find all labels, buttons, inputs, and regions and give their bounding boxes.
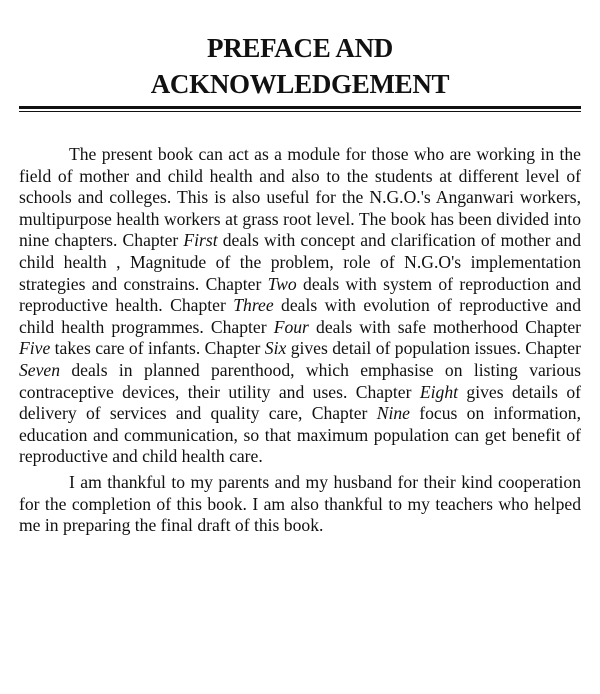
preface-paragraph-1 (19, 144, 581, 468)
chapter-name: Five (19, 338, 51, 359)
chapter-name: Seven (19, 359, 61, 380)
text-segment: deals with safe motherhood Chapter (308, 316, 582, 337)
document-page (19, 0, 581, 694)
text-segment: The present book can act as a module for those who are working in the field of mother and child health and also to the students at different level of schools and colleges. This is also useful for the N.G.O.'s Anganwari workers, multipurpose health workers at grass root level. The book has been divided into nine chapters. Chapter (19, 144, 581, 251)
chapter-name: Eight (419, 381, 459, 402)
text-segment: focus on information, education and communication, so that maximum population can get benefit of reproductive and child health care. (19, 403, 581, 467)
text-segment: deals in planned parenthood, which emphasise on listing various contraceptive devices, their utility and uses. Chapter (19, 359, 581, 402)
preface-body (19, 144, 581, 537)
title-underline (19, 106, 581, 112)
chapter-name: Four (273, 316, 309, 337)
text-segment: gives details of delivery of services and quality care, Chapter (19, 381, 581, 424)
text-segment: gives detail of population issues. Chapter (286, 338, 581, 359)
chapter-name: Two (267, 273, 297, 294)
title-rule-thin (19, 111, 581, 112)
title-line-1: PREFACE AND (207, 33, 393, 63)
title-rule-thick (19, 106, 581, 109)
chapter-name: Three (233, 295, 274, 316)
chapter-name: First (183, 230, 218, 251)
chapter-name: Nine (376, 403, 410, 424)
text-segment: deals with system of reproduction and reproductive health. Chapter (19, 273, 581, 316)
text-segment: deals with concept and clarification of mother and child health , Magnitude of the problem, role of N.G.O's implementation strategies and constrains. Chapter (19, 230, 581, 294)
acknowledgement-paragraph: I am thankful to my parents and my husband for their kind cooperation for the completion of this book. I am also thankful to my teachers who helped me in preparing the final draft of this book. (19, 471, 581, 536)
text-segment: deals with evolution of reproductive and child health programmes. Chapter (19, 295, 581, 337)
chapter-name: Six (264, 338, 287, 359)
text-segment: takes care of infants. Chapter (50, 338, 265, 359)
page-title (19, 0, 581, 102)
title-line-2: ACKNOWLEDGEMENT (150, 69, 450, 99)
